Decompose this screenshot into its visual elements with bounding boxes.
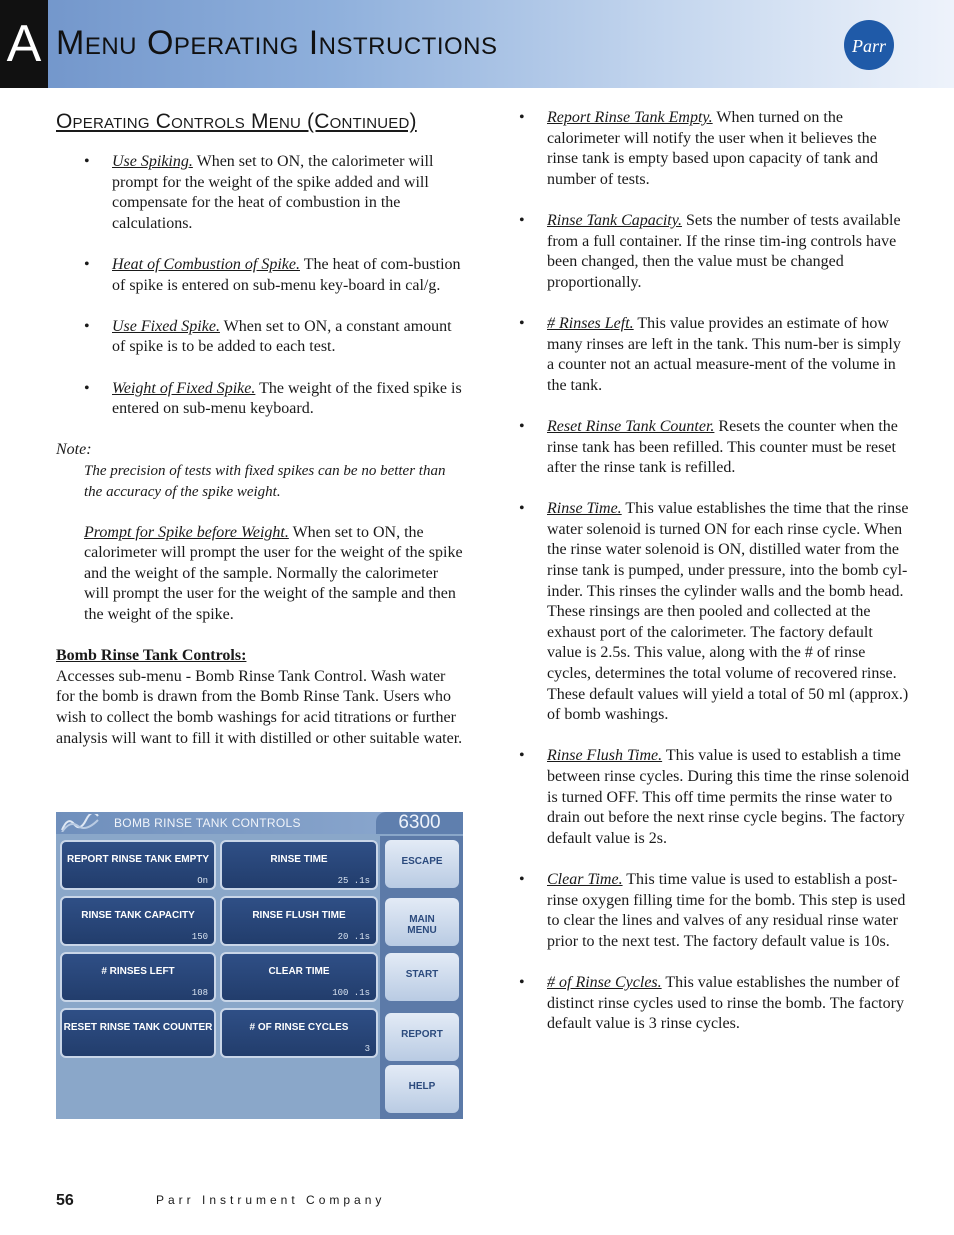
term: Reset Rinse Tank Counter. [547, 417, 715, 435]
term: # Rinses Left. [547, 314, 634, 332]
button-value: 100 .1s [332, 988, 370, 998]
term: Use Fixed Spike. [112, 317, 220, 335]
footer-company: Parr Instrument Company [156, 1193, 386, 1207]
main-menu-button[interactable] [385, 898, 459, 946]
term: Rinse Tank Capacity. [547, 211, 682, 229]
clear-time-button[interactable] [220, 952, 378, 1002]
help-button[interactable] [385, 1065, 459, 1113]
right-column [519, 108, 911, 1055]
term: Prompt for Spike before Weight. [84, 523, 289, 541]
term: Clear Time. [547, 870, 623, 888]
term: Rinse Flush Time. [547, 747, 663, 765]
bullet-dot: • [519, 417, 525, 435]
controller-screen [56, 812, 463, 1119]
description: The weight of the fixed spike is entered on sub-menu keyboard. [112, 379, 462, 418]
bullet-dot: • [519, 870, 525, 888]
svg-text:Parr: Parr [851, 36, 887, 56]
rinse-cycles-button[interactable] [220, 1008, 378, 1058]
description: When turned on the calorimeter will notify the user when it believes the rinse tank is empty based upon capacity of tank and number of tests. [547, 109, 879, 188]
button-label: RINSE FLUSH TIME [252, 910, 346, 921]
button-label: REPORT [401, 1029, 443, 1040]
button-value: 20 .1s [337, 932, 370, 942]
prompt-paragraph [56, 523, 466, 626]
bullet-dot: • [519, 109, 525, 126]
description: The heat of com-bustion of spike is entered on sub-menu key-board in cal/g. [112, 255, 461, 294]
button-label: ESCAPE [401, 856, 443, 867]
list-item [56, 317, 466, 358]
note-text: The precision of tests with fixed spikes can be no better than the accuracy of the spike weight. [84, 462, 446, 500]
escape-button[interactable] [385, 840, 459, 888]
button-value: 25 .1s [337, 876, 370, 886]
screen-title: BOMB RINSE TANK CONTROLS [114, 816, 301, 830]
start-button[interactable] [385, 953, 459, 1001]
button-value: 3 [364, 1044, 370, 1054]
list-item [519, 211, 911, 293]
report-button[interactable] [385, 1013, 459, 1061]
reset-rinse-tank-counter-button[interactable] [60, 1008, 216, 1058]
page-number: 56 [56, 1192, 74, 1209]
list-item [519, 973, 911, 1035]
bomb-rinse-paragraph: Accesses sub-menu - Bomb Rinse Tank Control. Wash water for the bomb is drawn from the Bomb Rinse Tank. Users who wish to collect the bomb washings for acid titrations or further analysis will want to fill it with distilled or other suitable water. [56, 667, 463, 747]
button-label: RINSE TIME [270, 854, 328, 865]
rinses-left-button[interactable] [60, 952, 216, 1002]
rinse-flush-time-button[interactable] [220, 896, 378, 946]
list-item [56, 152, 466, 234]
appendix-tab-letter: A [0, 0, 48, 88]
bullet-dot: • [84, 379, 90, 397]
button-value: On [197, 876, 208, 886]
description: Resets the counter when the rinse tank has been refilled. This counter must be reset after the rinse tank is refilled. [547, 417, 898, 477]
list-item [519, 499, 911, 726]
button-label: HELP [408, 1081, 436, 1092]
wave-logo-icon [60, 814, 100, 832]
description: When set to ON, a constant amount of spike is to be added to each test. [112, 317, 452, 356]
button-label: RESET RINSE TANK COUNTER [63, 1022, 213, 1033]
subsection-heading: Bomb Rinse Tank Controls: [56, 647, 247, 665]
screen-titlebar [56, 812, 463, 834]
bullet-dot: • [519, 314, 525, 332]
button-label: START [405, 969, 439, 980]
description: This value establishes the number of distinct rinse cycles used to rinse the bomb. The factory default value is 3 rinse cycles. [547, 973, 904, 1033]
list-item [56, 379, 466, 420]
description: When set to ON, the calorimeter will prompt the user for the weight of the spike and the weight of the sample. Normally the calorimeter will prompt the user for the weight of the sample and then the weight of the spike. [84, 523, 463, 624]
term: Weight of Fixed Spike. [112, 379, 256, 397]
bullet-dot: • [84, 317, 90, 335]
description: This time value is used to establish a post-rinse oxygen filling time for the bomb. This step is used to clear the lines and valves of any residual rinse water prior to the next test. The factory default value is 10s. [547, 870, 906, 950]
bullet-dot: • [519, 747, 525, 765]
button-label: CLEAR TIME [268, 966, 330, 977]
button-label: MAIN MENU [407, 914, 437, 936]
list-item [519, 746, 911, 849]
term: Report Rinse Tank Empty. [547, 109, 713, 126]
bullet-dot: • [84, 153, 90, 170]
screen-model-number: 6300 [376, 812, 463, 834]
bullet-dot: • [519, 211, 525, 229]
button-label: RINSE TANK CAPACITY [81, 910, 195, 921]
bullet-dot: • [519, 973, 525, 991]
button-label: # OF RINSE CYCLES [249, 1022, 349, 1033]
screen-sidebar [380, 836, 463, 1119]
list-item [519, 417, 911, 479]
list-item [56, 255, 466, 296]
description: When set to ON, the calorimeter will prompt for the weight of the spike added and will compensate for the heat of combustion in the calculations. [112, 153, 434, 232]
rinse-tank-capacity-button[interactable] [60, 896, 216, 946]
button-label: # RINSES LEFT [101, 966, 175, 977]
term: Use Spiking. [112, 153, 193, 170]
description: This value provides an estimate of how many rinses are left in the tank. This num-ber is simply a counter not an actual measure-ment of the volume in the tank. [547, 314, 901, 394]
term: Rinse Time. [547, 500, 622, 518]
description: Sets the number of tests available from a full container. If the rinse tim-ing controls have been changed, then the value must be changed proportionally. [547, 211, 901, 291]
bullet-dot: • [519, 500, 525, 518]
parr-logo [840, 18, 898, 72]
button-label: REPORT RINSE TANK EMPTY [66, 854, 210, 865]
report-rinse-tank-empty-button[interactable] [60, 840, 216, 890]
page-header [0, 0, 954, 88]
term: Heat of Combustion of Spike. [112, 255, 300, 273]
description: This value is used to establish a time between rinse cycles. During this time the rinse solenoid is turned OFF. This off time permits the rinse water to drain out before the next rinse cycle begins. The factory default value is 2s. [547, 747, 910, 847]
section-heading: Operating Controls Menu (Continued) [56, 110, 417, 133]
rinse-time-button[interactable] [220, 840, 378, 890]
bullet-dot: • [84, 255, 90, 273]
button-value: 150 [191, 932, 208, 942]
note-label: Note: [56, 441, 92, 459]
page-title: Menu Operating Instructions [56, 24, 498, 62]
description: This value establishes the time that the rinse water solenoid is turned ON for each rinse cycle. When the rinse water solenoid is ON, distilled water from the rinse tank is pumped, under pressure, into the bomb cyl-inder. This rinses the cylinder walls and the bomb head. These rinsings are then pooled and collected at the exhaust port of the calorimeter. The factory default value is 2.5s. This value, along with the # of rinse cycles, determines the total volume of recovered rinse. These default values will yield a total of 50 ml (approx.) of bomb washings. [547, 500, 909, 724]
list-item [519, 314, 911, 396]
list-item [519, 108, 911, 190]
list-item [519, 870, 911, 952]
button-value: 108 [191, 988, 208, 998]
term: # of Rinse Cycles. [547, 973, 662, 991]
left-column [56, 110, 466, 749]
